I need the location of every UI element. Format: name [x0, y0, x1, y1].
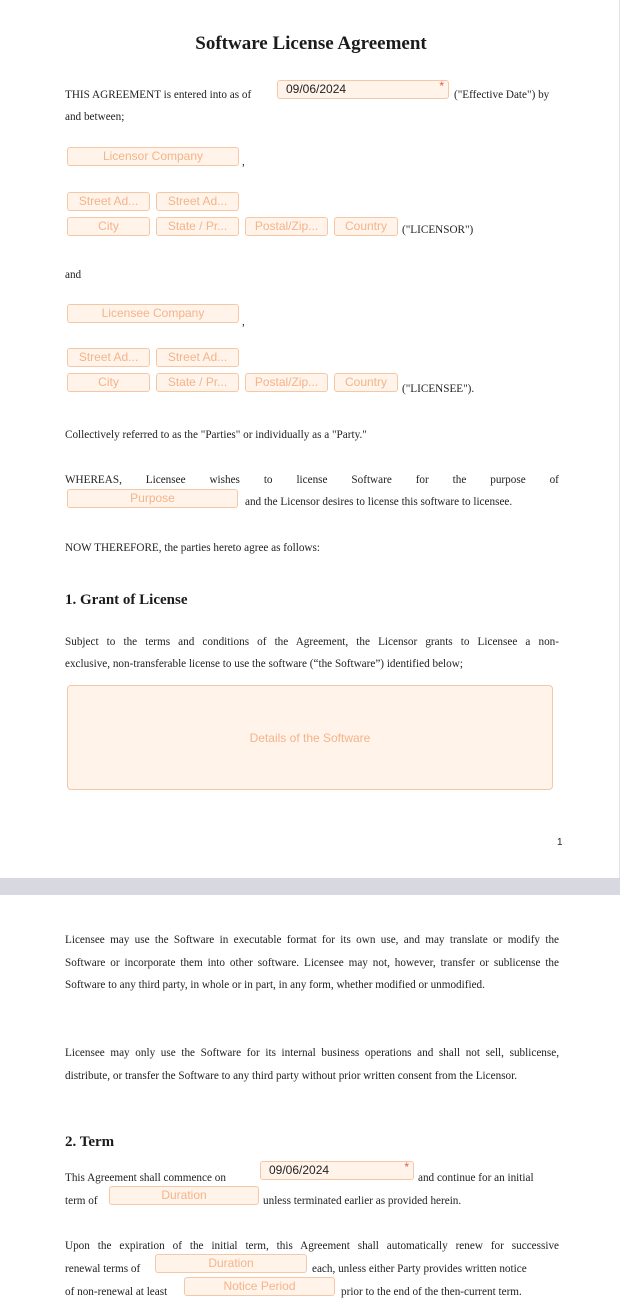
non-renewal-text: of non-renewal at least [65, 1286, 168, 1298]
licensor-suffix: ("LICENSOR") [402, 224, 474, 236]
document-title: Software License Agreement [195, 33, 427, 54]
internal-use-paragraph: Licensee may only use the Software for its internal business operations and shall not sell, sublicense, distribute, or transfer the Software to any third party without prior written consent from the Licensor. [65, 1047, 559, 1082]
document-page-2 [1, 895, 619, 1316]
whereas-word: the [452, 474, 467, 486]
licensor-street2-field[interactable]: Street Ad... [156, 192, 239, 211]
and-text: and [65, 269, 82, 281]
required-asterisk-icon: * [439, 80, 444, 93]
whereas-word: Software [351, 474, 392, 486]
collectively-text: Collectively referred to as the "Parties" or individually as a "Party." [65, 429, 367, 441]
required-asterisk-icon: * [404, 1161, 409, 1174]
unless-text: unless terminated earlier as provided herein. [263, 1195, 462, 1207]
section-1-heading: 1. Grant of License [65, 592, 188, 608]
effective-date-label: ("Effective Date") by [454, 89, 550, 101]
licensor-company-field[interactable]: Licensor Company [67, 147, 239, 166]
commence-date-field[interactable] [260, 1161, 414, 1180]
intro-line-2: and between; [65, 111, 125, 123]
section-2-heading: 2. Term [65, 1134, 115, 1150]
licensee-postal-field[interactable]: Postal/Zip... [245, 373, 328, 392]
purpose-field[interactable]: Purpose [67, 489, 238, 508]
whereas-word: for [415, 474, 429, 486]
commence-text: This Agreement shall commence on [65, 1172, 226, 1184]
renewal-duration-field[interactable]: Duration [155, 1254, 307, 1273]
whereas-word: to [263, 474, 273, 486]
continue-text: and continue for an initial [418, 1172, 534, 1184]
whereas-continuation: and the Licensor desires to license this software to licensee. [245, 496, 513, 508]
initial-duration-field[interactable]: Duration [109, 1186, 259, 1205]
now-therefore-text: NOW THEREFORE, the parties hereto agree as follows: [65, 542, 320, 554]
licensor-city-field[interactable]: City [67, 217, 150, 236]
section-1-line-2: exclusive, non-transferable license to use the software (“the Software”) identified below; [65, 658, 463, 670]
whereas-word: WHEREAS, [65, 474, 122, 486]
whereas-word: wishes [209, 474, 240, 486]
licensee-comma: , [242, 316, 245, 328]
whereas-word: license [296, 474, 328, 486]
licensee-suffix: ("LICENSEE"). [402, 383, 475, 395]
licensor-street1-field[interactable]: Street Ad... [67, 192, 150, 211]
page-number: 1 [557, 837, 563, 848]
section-1-line-1: Subject to the terms and conditions of the Agreement, the Licensor grants to Licensee a non- [65, 636, 559, 648]
licensor-state-field[interactable]: State / Pr... [156, 217, 239, 236]
notice-period-field[interactable]: Notice Period [184, 1277, 335, 1296]
licensee-state-field[interactable]: State / Pr... [156, 373, 239, 392]
term-of-text: term of [65, 1195, 98, 1207]
effective-date-value: 09/06/2024 [286, 82, 347, 96]
licensee-city-field[interactable]: City [67, 373, 150, 392]
renew-line-1: Upon the expiration of the initial term, this Agreement shall automatically renew for successive [65, 1240, 559, 1252]
whereas-word: purpose [490, 474, 526, 486]
whereas-word: Licensee [145, 474, 186, 486]
renewal-terms-text: renewal terms of [65, 1263, 141, 1275]
whereas-line [65, 473, 559, 487]
licensee-company-field[interactable]: Licensee Company [67, 304, 239, 323]
effective-date-field[interactable] [277, 80, 449, 99]
licensor-postal-field[interactable]: Postal/Zip... [245, 217, 328, 236]
prior-text: prior to the end of the then-current term. [341, 1286, 522, 1298]
usage-paragraph: Licensee may use the Software in executable format for its own use, and may translate or modify the Software or incorporate them into other software. Licensee may not, however, transfer or sublicense the Software to any third party, in whole or in part, in any form, whether modified or unmodified. [65, 934, 559, 992]
each-text: each, unless either Party provides written notice [312, 1263, 527, 1275]
commence-date-value: 09/06/2024 [269, 1163, 330, 1177]
document-page-1 [1, 0, 620, 878]
licensee-street1-field[interactable]: Street Ad... [67, 348, 150, 367]
licensor-country-field[interactable]: Country [334, 217, 398, 236]
page-separator [0, 878, 620, 895]
whereas-word: of [549, 474, 559, 486]
intro-text: THIS AGREEMENT is entered into as of [65, 89, 252, 101]
licensor-comma: , [242, 156, 245, 168]
licensee-country-field[interactable]: Country [334, 373, 398, 392]
software-details-textarea[interactable]: Details of the Software [67, 685, 553, 790]
licensee-street2-field[interactable]: Street Ad... [156, 348, 239, 367]
